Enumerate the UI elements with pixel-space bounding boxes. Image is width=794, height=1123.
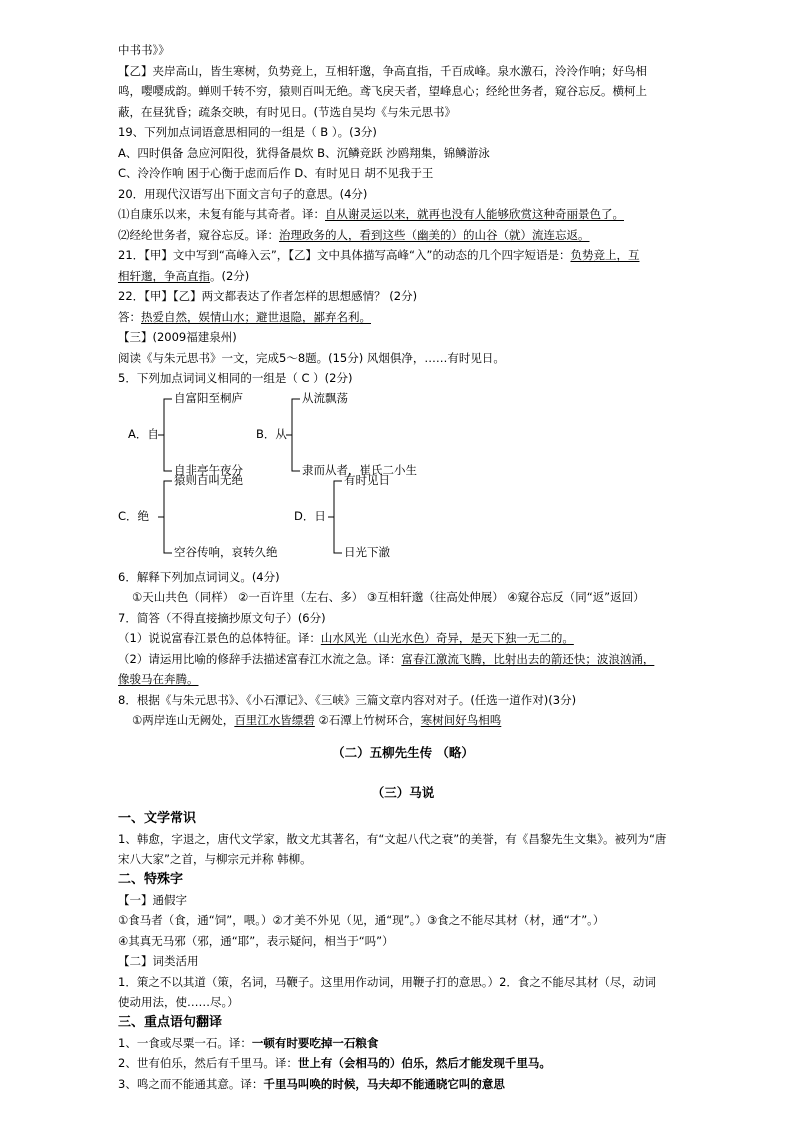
answer: 负势竞上，互: [570, 248, 640, 262]
translation-1: [118, 1033, 688, 1054]
text-line: 使动用法，使……尽。）: [118, 995, 239, 1009]
subheading-tongjia: 【一】通假字: [118, 892, 187, 907]
answer: 寒树间好鸟相鸣: [420, 713, 502, 727]
question-5: 5．下列加点词词义相同的一组是（ C ）(2分): [118, 371, 353, 385]
question-19: 19、下列加点词语意思相同的一组是（ B ）。(3分): [118, 125, 377, 139]
question-20-1: [118, 204, 688, 225]
document-page: [118, 40, 688, 1094]
section-title-wuliu: （二）五柳先生传 （略）: [332, 744, 474, 760]
question-8-answers: [118, 710, 688, 731]
text-line: ①食马者（食，通“饲”，喂。）②才美不外见（见，通“现”。）③食之不能尽其材（材，通“才”。）: [118, 913, 605, 927]
question-7-1: [118, 628, 688, 649]
answer: 富春江激流飞腾，比射出去的箭还快；波浪汹涌，: [401, 651, 655, 666]
text-line: 1．策之不以其道（策，名词，马鞭子。这里用作动词，用鞭子打的意思。）2．食之不能尽其材（尽，动词: [118, 974, 656, 989]
option-c-label: C．绝: [118, 508, 150, 523]
prompt: 21．【甲】文中写到“高峰入云”，【乙】文中具体描写高峰“入”的动态的几个四字短语是：: [118, 248, 571, 262]
answer: 一顿有时要吃掉一石粮食: [251, 1035, 379, 1050]
heading-translation: 三、重点语句翻译: [118, 1014, 223, 1030]
question-20-2: [118, 225, 688, 246]
option-d-bottom: 日光下澈: [344, 544, 390, 559]
option-a-bottom: 自非亭午夜分: [174, 462, 243, 477]
answer: 自从谢灵运以来，就再也没有人能够欣赏这种奇丽景色了。: [325, 207, 624, 221]
question-19-options-ab: A、四时俱备 急应河阳役，犹得备晨炊 B、沉鳞竞跃 沙鸥翔集，锦鳞游泳: [118, 145, 490, 160]
heading-special-characters: 二、特殊字: [118, 871, 184, 887]
question-21: [118, 245, 688, 266]
text-line: ④其真无马邪（邪，通“耶”，表示疑问，相当于“吗”）: [118, 933, 394, 948]
section-3: 【三】(2009福建泉州): [118, 330, 237, 344]
option-d-top: 有时见日: [344, 472, 390, 487]
answer: 山水风光（山光水色）奇异，是天下独一无二的。: [320, 631, 574, 645]
text-line: 蔽，在昼犹昏；疏条交映，有时见日。(节选自吴均《与朱元思书》: [118, 104, 456, 119]
question-7-2: [118, 649, 688, 670]
option-b-bottom: 隶而从者，崔氏二小生: [302, 462, 417, 477]
option-d-label: D．日: [294, 508, 326, 523]
answer: 千里马叫唤的时候，马夫却不能通晓它叫的意思: [263, 1076, 505, 1091]
question-6: 6．解释下列加点词词义。(4分): [118, 569, 280, 584]
reading-instruction: 阅读《与朱元思书》一文，完成5～8题。(15分) 风烟俱净，……有时见日。: [118, 350, 505, 365]
text-line: 鸣，嘤嘤成韵。蝉则千转不穷，猿则百叫无绝。鸢飞戾天者，望峰息心；经纶世务者，窥谷忘反。横柯上: [118, 84, 647, 98]
prompt: ①两岸连山无阙处，: [132, 713, 235, 727]
prompt: （1）说说富春江景色的总体特征。译：: [118, 631, 321, 645]
option-b-top: 从流飘荡: [302, 390, 348, 405]
answer: 百里江水皆缥碧: [234, 713, 315, 727]
prompt: ⑴自康乐以来，未复有能与其奇者。译：: [118, 207, 325, 221]
subheading-word-class: 【二】词类活用: [118, 954, 199, 968]
prompt: ⑵经纶世务者，窥谷忘反。译：: [118, 227, 279, 242]
prompt: ②石潭上竹树环合，: [314, 713, 421, 727]
question-7: 7．简答（不得直接摘抄原文句子）(6分): [118, 610, 326, 625]
answer: 世上有（会相马的）伯乐，然后才能发现千里马。: [297, 1056, 551, 1070]
prompt: 答：: [118, 309, 141, 324]
question-22-answer: [118, 307, 688, 328]
prompt: （2）请运用比喻的修辞手法描述富春江水流之急。译：: [118, 651, 402, 666]
question-22: 22．【甲】【乙】两文都表达了作者怎样的思想感情？ (2分): [118, 289, 418, 303]
text-line: 宋八大家”之首，与柳宗元并称 韩柳。: [118, 852, 312, 866]
prompt: 2、世有伯乐，然后有千里马。译：: [118, 1056, 298, 1070]
question-8: 8．根据《与朱元思书》、《小石潭记》、《三峡》三篇文章内容对对子。(任选一道作对)(3分): [118, 692, 577, 707]
option-c-top: 猿则百叫无绝: [174, 472, 243, 487]
prompt: 3、鸣之而不能通其意。译：: [118, 1076, 264, 1091]
score: 。(2分): [210, 268, 250, 283]
question-19-options-cd: C、泠泠作响 困于心衡于虑而后作 D、有时见日 胡不见我于王: [118, 166, 434, 180]
question-6-answers: ①天山共色（同样） ②一百许里（左右、多） ③互相轩邈（往高处伸展） ④窥谷忘反（同“返”返回）: [132, 590, 645, 604]
answer: 像骏马在奔腾。: [118, 672, 199, 686]
bracket-figure-cd: [118, 471, 688, 567]
question-20: 20．用现代汉语写出下面文言句子的意思。(4分): [118, 186, 368, 201]
option-a-label: A．自: [128, 426, 159, 441]
answer: 治理政务的人，看到这些（幽美的）的山谷（就）流连忘返。: [279, 227, 590, 242]
heading-literary-knowledge: 一、文学常识: [118, 810, 197, 826]
option-a-top: 自富阳至桐庐: [174, 390, 243, 405]
text-line: 中书书》》: [118, 43, 170, 57]
option-c-bottom: 空谷传响，哀转久绝: [174, 544, 278, 559]
option-b-label: B．从: [256, 426, 287, 441]
section-title-mashuo: （三）马说: [371, 784, 435, 800]
prompt: 1、一食或尽粟一石。译：: [118, 1035, 252, 1050]
text-line: 【乙】夹岸高山，皆生寒树，负势竞上，互相轩邈，争高直指，千百成峰。泉水激石，泠泠作响；好鸟相: [118, 63, 647, 78]
translation-3: [118, 1074, 688, 1095]
answer: 热爱自然，娱情山水；避世退隐，鄙弃名利。: [141, 309, 371, 324]
answer: 相轩邈，争高直指: [118, 268, 210, 283]
text-line: 1、韩愈，字退之，唐代文学家，散文尤其著名，有“文起八代之衰”的美誉，有《昌黎先生文集》。被列为“唐: [118, 831, 667, 846]
question-21-cont: [118, 266, 688, 287]
translation-2: [118, 1053, 688, 1074]
question-7-2-cont: [118, 669, 688, 690]
